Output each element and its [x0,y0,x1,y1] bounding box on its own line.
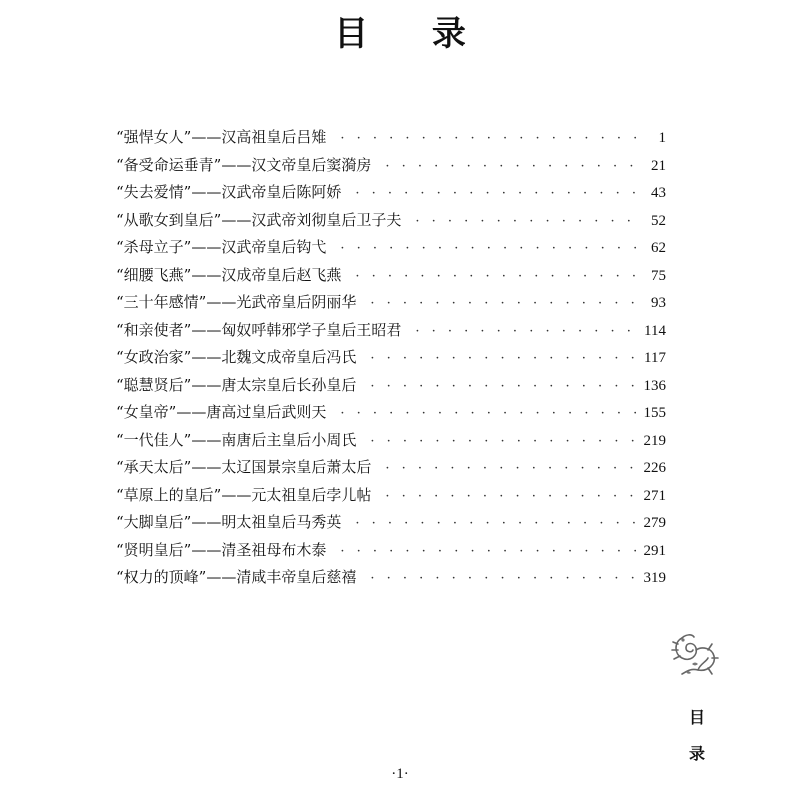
toc-entry-page: 155 [643,405,666,421]
toc-entry-page: 291 [643,542,666,559]
toc-entry[interactable] [116,124,666,152]
toc-entry-title: “备受命运垂青”——汉文帝皇后窦漪房 [116,155,372,174]
toc-entry-page: 52 [651,212,666,229]
side-label-bottom: 录 [688,744,705,763]
toc-entry-page: 114 [644,322,666,339]
toc-entry-page: 75 [651,267,666,284]
toc-entry-page: 21 [651,157,666,174]
toc-entry-title: “强悍女人”——汉高祖皇后吕雉 [116,128,327,146]
toc-dot-leader [370,345,638,373]
toc-entry[interactable] [116,399,666,427]
toc-entry-page: 1 [658,130,666,146]
toc-dot-leader [355,180,638,208]
toc-entry-title: “女政治家”——北魏文成帝皇后冯氏 [116,348,357,366]
toc-entry[interactable] [116,207,666,235]
toc-entry[interactable] [116,344,666,372]
toc-dot-leader [340,538,637,566]
toc-dot-leader [370,373,637,401]
toc-entry[interactable] [116,152,666,180]
toc-entry-title: “承天太后”——太辽国景宗皇后萧太后 [116,458,372,476]
toc-dot-leader [385,483,637,511]
toc-entry-page: 319 [643,570,666,586]
toc-entry[interactable] [116,509,666,537]
toc-dot-leader [370,565,637,593]
table-of-contents [116,124,666,592]
side-label-top: 目 [688,708,705,727]
toc-dot-leader [340,400,637,428]
toc-entry-page: 93 [651,295,666,311]
toc-dot-leader [370,290,638,318]
toc-dot-leader [340,235,638,263]
toc-dot-leader [385,153,638,181]
toc-entry-title: “失去爱情”——汉武帝皇后陈阿娇 [116,183,342,201]
toc-entry[interactable] [116,482,666,510]
toc-entry-title: “权力的顶峰”——清咸丰帝皇后慈禧 [116,568,357,586]
toc-entry-title: “三十年感情”——光武帝皇后阴丽华 [116,293,357,311]
toc-entry[interactable] [116,289,666,317]
toc-dot-leader [385,455,637,483]
page-number: ·1· [391,766,409,782]
toc-entry-title: “一代佳人”——南唐后主皇后小周氏 [116,430,357,449]
toc-entry-page: 136 [643,377,666,394]
toc-entry-title: “细腰飞燕”——汉成帝皇后赵飞燕 [116,265,342,284]
toc-entry-title: “杀母立子”——汉武帝皇后钩弋 [116,238,327,256]
toc-entry[interactable] [116,179,666,207]
toc-entry-title: “和亲使者”——匈奴呼韩邪学子皇后王昭君 [116,320,402,339]
toc-entry-page: 62 [651,240,666,256]
toc-entry-page: 226 [643,460,666,476]
toc-entry-title: “贤明皇后”——清圣祖母布木泰 [116,540,327,559]
toc-entry-page: 117 [644,350,666,366]
toc-entry[interactable] [116,234,666,262]
page-title: 目 录 [334,14,492,54]
toc-entry[interactable] [116,372,666,400]
toc-dot-leader [370,428,637,456]
dragon-ornament-icon [668,628,720,680]
toc-entry[interactable] [116,564,666,592]
toc-dot-leader [415,318,638,346]
toc-dot-leader [415,208,638,236]
toc-entry-title: “女皇帝”——唐高过皇后武则天 [116,403,327,421]
toc-entry[interactable] [116,427,666,455]
toc-entry[interactable] [116,537,666,565]
toc-entry-page: 279 [643,515,666,531]
toc-dot-leader [355,263,638,291]
toc-dot-leader [340,125,638,153]
side-chapter-label [682,700,712,772]
toc-entry-title: “草原上的皇后”——元太祖皇后孛儿帖 [116,485,372,504]
toc-entry-page: 271 [643,487,666,504]
toc-entry[interactable] [116,317,666,345]
toc-entry-page: 219 [643,432,666,449]
toc-entry-title: “从歌女到皇后”——汉武帝刘彻皇后卫子夫 [116,210,402,229]
toc-entry-page: 43 [651,185,666,201]
toc-entry[interactable] [116,262,666,290]
toc-entry-title: “大脚皇后”——明太祖皇后马秀英 [116,513,342,531]
toc-dot-leader [355,510,637,538]
toc-entry[interactable] [116,454,666,482]
toc-entry-title: “聪慧贤后”——唐太宗皇后长孙皇后 [116,375,357,394]
